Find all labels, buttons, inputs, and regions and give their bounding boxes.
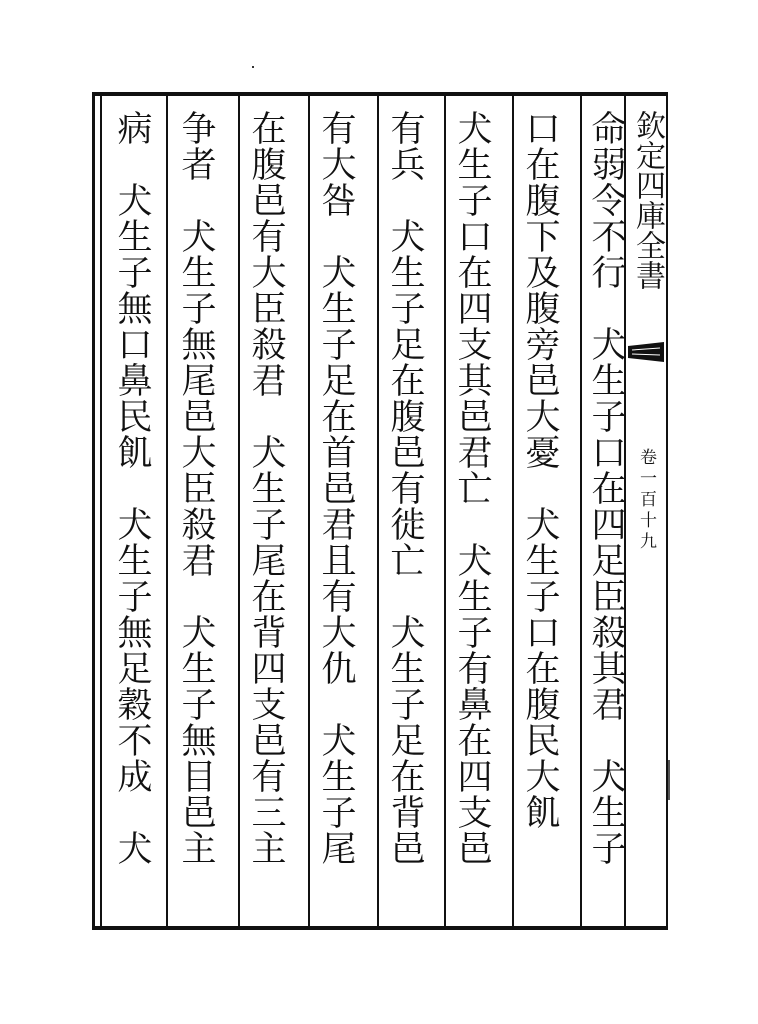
text-column-5: 有大咎 犬生子足在首邑君且有大仇 犬生子尾: [316, 110, 356, 866]
edge-mark: [668, 760, 670, 800]
column-rule: [238, 96, 240, 926]
column-rule: [580, 96, 582, 926]
column-rule: [444, 96, 446, 926]
scan-speck: [252, 66, 254, 68]
book-title: 欽定四庫全書: [630, 110, 665, 290]
text-column-8: 病 犬生子無口鼻民飢 犬生子無足穀不成 犬: [112, 110, 152, 866]
text-column-6: 在腹邑有大臣殺君 犬生子尾在背四支邑有三主: [246, 110, 286, 866]
column-rule: [512, 96, 514, 926]
column-rule: [308, 96, 310, 926]
column-rule: [166, 96, 168, 926]
inner-border-left: [100, 96, 102, 926]
fishtail-mark-icon: [628, 342, 664, 362]
column-rule: [377, 96, 379, 926]
volume-label: 卷一百十九: [636, 448, 656, 553]
text-column-7: 争者 犬生子無尾邑大臣殺君 犬生子無目邑主: [176, 110, 216, 866]
text-column-4: 有兵 犬生子足在腹邑有徙亡 犬生子足在背邑: [385, 110, 425, 866]
text-column-1: 命弱令不行 犬生子口在四足臣殺其君 犬生子: [586, 110, 626, 866]
text-column-3: 犬生子口在四支其邑君亡 犬生子有鼻在四支邑: [452, 110, 492, 866]
text-column-2: 口在腹下及腹旁邑大憂 犬生子口在腹民大飢: [520, 110, 560, 830]
